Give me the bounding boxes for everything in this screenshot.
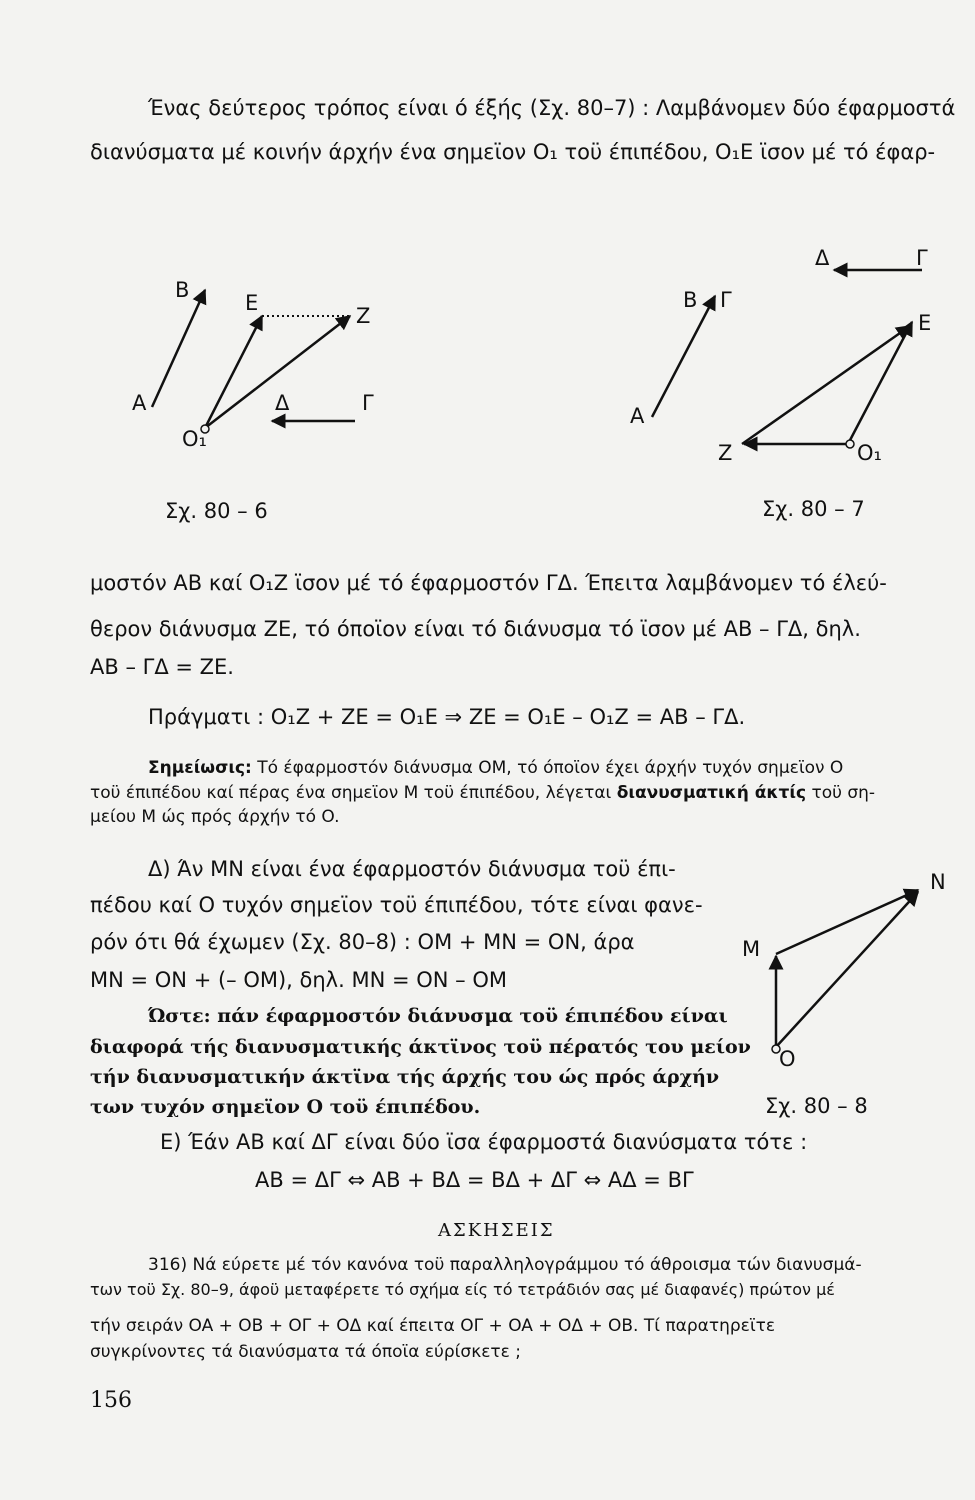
- vector-MN: [776, 890, 918, 954]
- label-M: M: [742, 937, 761, 961]
- section-d-line-2: πέδου καί O τυχόν σημεϊον τοϋ έπιπέδου, τότε είναι φανε-: [90, 893, 703, 917]
- note-line-2a: τοϋ έπιπέδου καί πέρας ένα σημεϊον M τοϋ έπιπέδου, λέγεται: [90, 783, 612, 803]
- section-d-line-1: Δ) Άν MN είναι ένα έφαρμοστόν διάνυσμα τοϋ έπι-: [148, 857, 676, 881]
- caption-80-7: Σχ. 80 – 7: [762, 497, 865, 521]
- label-A-7: A: [630, 404, 645, 428]
- exercise-316-line-1: 316) Νά εύρετε μέ τόν κανόνα τοϋ παραλληλογράμμου τό άθροισμα τών διανυσμά-: [148, 1255, 862, 1275]
- caption-80-6: Σχ. 80 – 6: [165, 499, 268, 523]
- label-Delta: Δ: [275, 391, 290, 415]
- section-d-bold-4: των τυχόν σημεϊον O τοϋ έπιπέδου.: [90, 1096, 481, 1118]
- exercise-316-line-3: τήν σειράν OA + OB + OΓ + OΔ καί έπειτα OΓ + OA + OΔ + OB. Τί παρατηρεϊτε: [90, 1316, 776, 1336]
- label-A: A: [132, 391, 147, 415]
- label-B-7: B: [683, 288, 698, 312]
- section-e-line-1: E) Έάν AB καί ΔΓ είναι δύο ϊσα έφαρμοστά διανύσματα τότε :: [160, 1130, 808, 1154]
- note-line-3: μείου M ώς πρός άρχήν τό O.: [90, 807, 340, 827]
- section-d-bold-1: Ώστε: πάν έφαρμοστόν διάνυσμα τοϋ έπιπέδου είναι: [148, 1005, 728, 1027]
- label-N: N: [930, 870, 946, 894]
- note-line-2c: τοϋ ση-: [811, 783, 876, 803]
- label-O1: O₁: [182, 427, 207, 451]
- exercises-title: ΑΣΚΗΣΕΙΣ: [438, 1220, 555, 1241]
- label-O1-7: O₁: [857, 441, 882, 465]
- section-d-line-3: ρόν ότι θά έχωμεν (Σχ. 80–8) : OM + MN = ON, άρα: [90, 930, 635, 954]
- section-d-bold-2: διαφορά τής διανυσματικής άκτϊνος τοϋ πέρατός του μείον: [90, 1036, 751, 1058]
- section-d-bold-3: τήν διανυσματικήν άκτϊνα τής άρχής του ώς πρός άρχήν: [90, 1066, 720, 1088]
- label-Gamma-top-7: Γ: [916, 246, 928, 270]
- page-number: 156: [90, 1388, 132, 1413]
- label-E: E: [245, 291, 259, 315]
- paragraph-2-line-3: AB – ΓΔ = ZE.: [90, 655, 234, 679]
- label-Z-7: Z: [718, 441, 733, 465]
- label-O: O: [779, 1047, 796, 1071]
- exercise-316-line-4: συγκρίνοντες τά διανύσματα τά όποϊα εύρίσκετε ;: [90, 1342, 521, 1362]
- label-Gamma: Γ: [362, 391, 374, 415]
- vector-ON: [776, 892, 918, 1047]
- exercise-316-line-2: των τοϋ Σχ. 80–9, άφοϋ μεταφέρετε τό σχήμα είς τό τετράδιόν σας μέ διαφανές) πρώτον μέ: [90, 1280, 835, 1299]
- label-B: B: [175, 278, 190, 302]
- caption-80-8: Σχ. 80 – 8: [765, 1094, 868, 1118]
- equation-pragmati: Πράγματι : O₁Z + ZE = O₁E ⇒ ZE = O₁E – O₁Z = AB – ΓΔ.: [148, 705, 746, 729]
- label-Gamma-7: Γ: [720, 288, 732, 312]
- note-line-1-text: Τό έφαρμοστόν διάνυσμα OM, τό όποϊον έχει άρχήν τυχόν σημεϊον O: [257, 758, 844, 778]
- paragraph-1-line-1: Ένας δεύτερος τρόπος είναι ό έξής (Σχ. 80–7) : Λαμβάνομεν δύο έφαρμοστά: [148, 96, 956, 120]
- paragraph-2-line-1: μοστόν AB καί O₁Z ϊσον μέ τό έφαρμοστόν ΓΔ. Έπειτα λαμβάνομεν τό έλεύ-: [90, 571, 887, 595]
- label-Delta-7: Δ: [815, 246, 830, 270]
- note-label: Σημείωσις:: [148, 758, 252, 778]
- section-e-equivalence: AB = ΔΓ ⇔ AB + BΔ = BΔ + ΔΓ ⇔ AΔ = BΓ: [255, 1168, 694, 1192]
- paragraph-1-line-2: διανύσματα μέ κοινήν άρχήν ένα σημεϊον O₁ τοϋ έπιπέδου, O₁E ϊσον μέ τό έφαρ-: [90, 140, 936, 164]
- section-d-line-4: MN = ON + (– OM), δηλ. MN = ON – OM: [90, 968, 507, 992]
- paragraph-2-line-2: θερον διάνυσμα ZE, τό όποϊον είναι τό διάνυσμα τό ϊσον μέ AB – ΓΔ, δηλ.: [90, 617, 861, 641]
- label-E-7: E: [918, 311, 932, 335]
- label-Z: Z: [356, 304, 371, 328]
- note-term: διανυσματική άκτίς: [616, 783, 807, 803]
